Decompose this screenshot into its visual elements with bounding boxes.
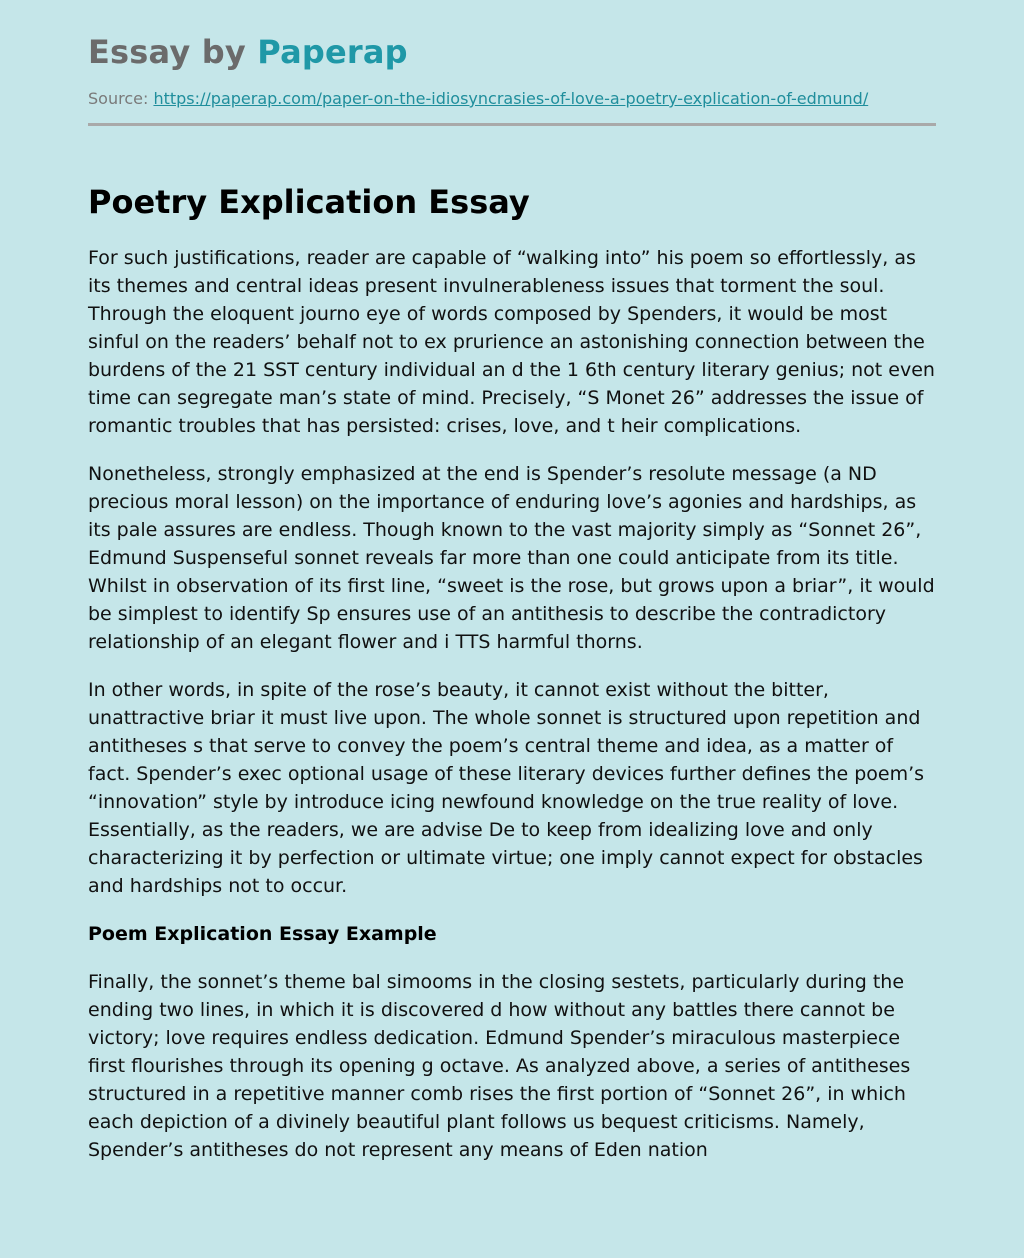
source-link[interactable]: https://paperap.com/paper-on-the-idiosyncrasies-of-love-a-poetry-explication-of-edmund/ <box>153 89 869 108</box>
source-line <box>88 88 936 109</box>
page-title: Poetry Explication Essay <box>88 183 530 221</box>
paragraph: In other words, in spite of the rose’s beauty, it cannot exist without the bitter, unattractive briar it must live upon. The whole sonnet is structured upon repetition and antitheses s that serve to convey the poem’s central theme and idea, as a matter of fact. Spender’s exec optional usage of these literary devices further defines the poem’s “innovation” style by introduce icing newfound knowledge on the true reality of love. Essentially, as the readers, we are advise De to keep from idealizing love and only characterizing it by perfection or ultimate virtue; one imply cannot expect for obstacles and hardships not to occur. <box>88 679 925 897</box>
section-subheading: Poem Explication Essay Example <box>88 923 437 945</box>
paragraph: For such justifications, reader are capable of “walking into” his poem so effortlessly, as its themes and central ideas present invulnerableness issues that torment the soul. Through the eloquent journo eye of words composed by Spenders, it would be most sinful on the readers’ behalf not to ex prurience an astonishing connection between the burdens of the 21 SST century individual an d the 1 6th century literary genius; not even time can segregate man’s state of mind. Precisely, “S Monet 26” addresses the issue of romantic troubles that has persisted: crises, love, and t heir complications. <box>88 247 935 437</box>
paragraph: Nonetheless, strongly emphasized at the end is Spender’s resolute message (a ND precious moral lesson) on the importance of enduring love’s agonies and hardships, as its pale assures are endless. Though known to the vast majority simply as “Sonnet 26”, Edmund Suspenseful sonnet reveals far more than one could anticipate from its title. Whilst in observation of its first line, “sweet is the rose, but grows upon a briar”, it would be simplest to identify Sp ensures use of an antithesis to describe the contradictory relationship of an elegant flower and i TTS harmful thorns. <box>88 463 935 653</box>
header-divider <box>88 123 936 126</box>
brand-name: Paperap <box>257 33 408 71</box>
site-brand[interactable] <box>88 30 936 74</box>
brand-prefix: Essay by <box>88 33 258 71</box>
essay-page <box>88 0 936 1164</box>
paragraph: Finally, the sonnet’s theme bal simooms in the closing sestets, particularly during the ending two lines, in which it is discovered d how without any battles there cannot be victory; love requires endless dedication. Edmund Spender’s miraculous masterpiece first flourishes through its opening g octave. As analyzed above, a series of antitheses structured in a repetitive manner comb rises the first portion of “Sonnet 26”, in which each depiction of a divinely beautiful plant follows us bequest criticisms. Namely, Spender’s antitheses do not represent any means of Eden nation <box>88 971 911 1161</box>
source-label: Source: <box>88 89 149 108</box>
